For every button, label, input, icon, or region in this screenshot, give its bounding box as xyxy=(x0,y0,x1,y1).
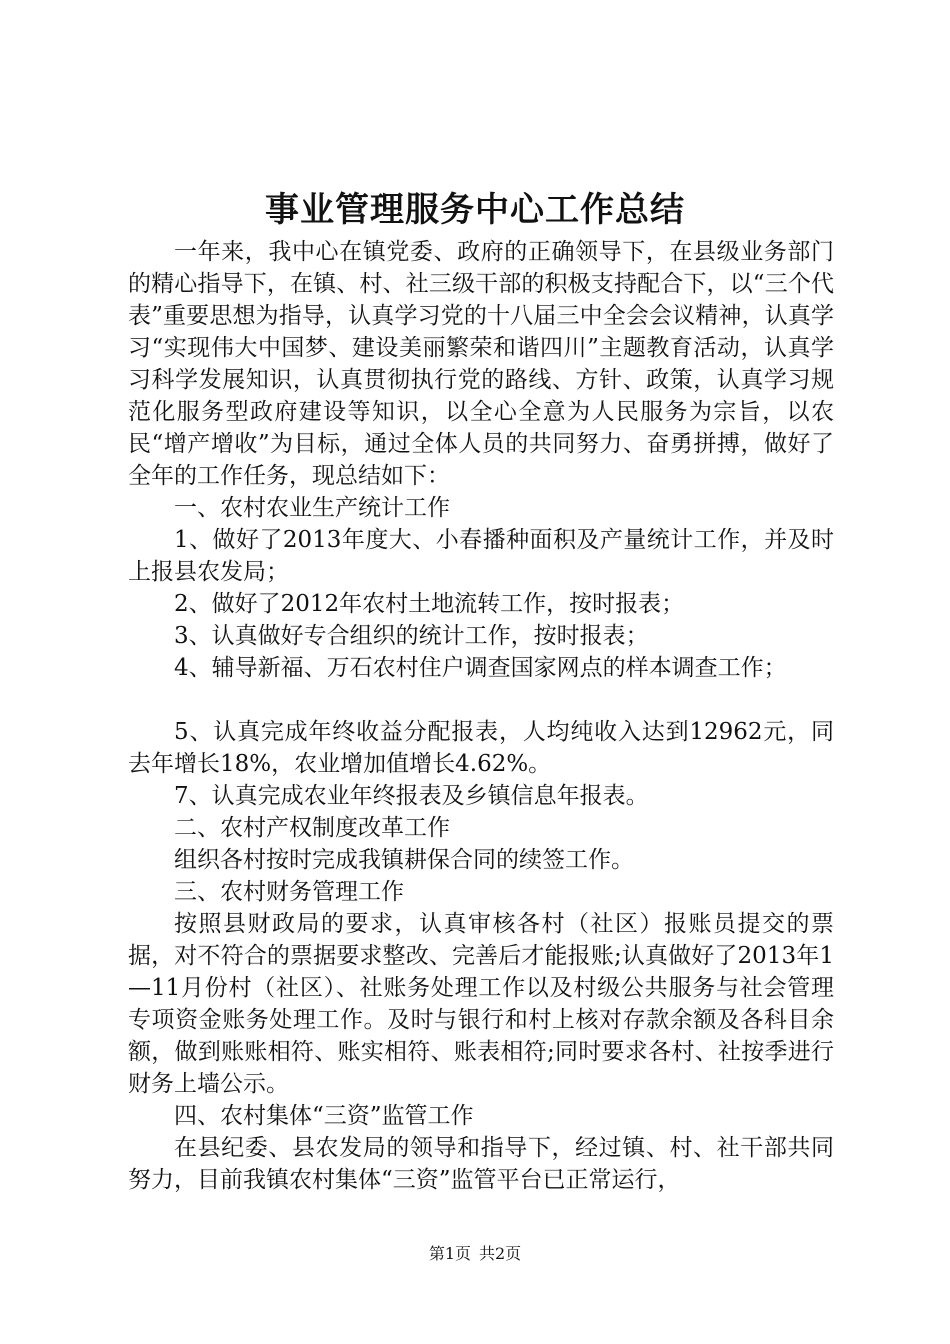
paragraph: 按照县财政局的要求，认真审核各村（社区）报账员提交的票据，对不符合的票据要求整改、完善后才能报账;认真做好了2013年1—11月份村（社区）、社账务处理工作以及村级公共服务与社会管理专项资金账务处理工作。及时与银行和村上核对存款余额及各科目余额，做到账账相符、账实相符、账表相符;同时要求各村、社按季进行财务上墙公示。 xyxy=(128,911,834,1097)
section-heading-2: 二、农村产权制度改革工作 xyxy=(174,815,450,841)
document-body xyxy=(128,236,834,1196)
list-item: 3、认真做好专合组织的统计工作，按时报表； xyxy=(174,623,649,649)
list-item: 4、辅导新福、万石农村住户调查国家网点的样本调查工作； xyxy=(174,655,787,681)
page-number: 第1页 xyxy=(428,1244,471,1263)
list-item: 2、做好了2012年农村土地流转工作，按时报表； xyxy=(174,591,685,617)
page-footer xyxy=(0,1244,950,1264)
list-item: 5、认真完成年终收益分配报表，人均纯收入达到12962元，同去年增长18%，农业增加值增长4.62%。 xyxy=(128,719,834,777)
document-title: 事业管理服务中心工作总结 xyxy=(265,190,685,230)
section-heading-4: 四、农村集体“三资”监管工作 xyxy=(174,1103,474,1129)
paragraph-intro: 一年来，我中心在镇党委、政府的正确领导下，在县级业务部门的精心指导下，在镇、村、社三级干部的积极支持配合下，以“三个代表”重要思想为指导，认真学习党的十八届三中全会会议精神，认真学习“实现伟大中国梦、建设美丽繁荣和谐四川”主题教育活动，认真学习科学发展知识，认真贯彻执行党的路线、方针、政策，认真学习规范化服务型政府建设等知识，以全心全意为人民服务为宗旨，以农民“增产增收”为目标，通过全体人员的共同努力、奋勇拼搏，做好了全年的工作任务，现总结如下： xyxy=(128,239,834,489)
section-heading-3: 三、农村财务管理工作 xyxy=(174,879,404,905)
list-item: 7、认真完成农业年终报表及乡镇信息年报表。 xyxy=(174,783,649,809)
blank-line xyxy=(128,684,834,716)
paragraph: 在县纪委、县农发局的领导和指导下，经过镇、村、社干部共同努力，目前我镇农村集体“三资”监管平台已正常运行， xyxy=(128,1135,834,1193)
page-total: 共2页 xyxy=(479,1244,522,1263)
list-item: 1、做好了2013年度大、小春播种面积及产量统计工作，并及时上报县农发局； xyxy=(128,527,834,585)
paragraph: 组织各村按时完成我镇耕保合同的续签工作。 xyxy=(174,847,634,873)
section-heading-1: 一、农村农业生产统计工作 xyxy=(174,495,450,521)
